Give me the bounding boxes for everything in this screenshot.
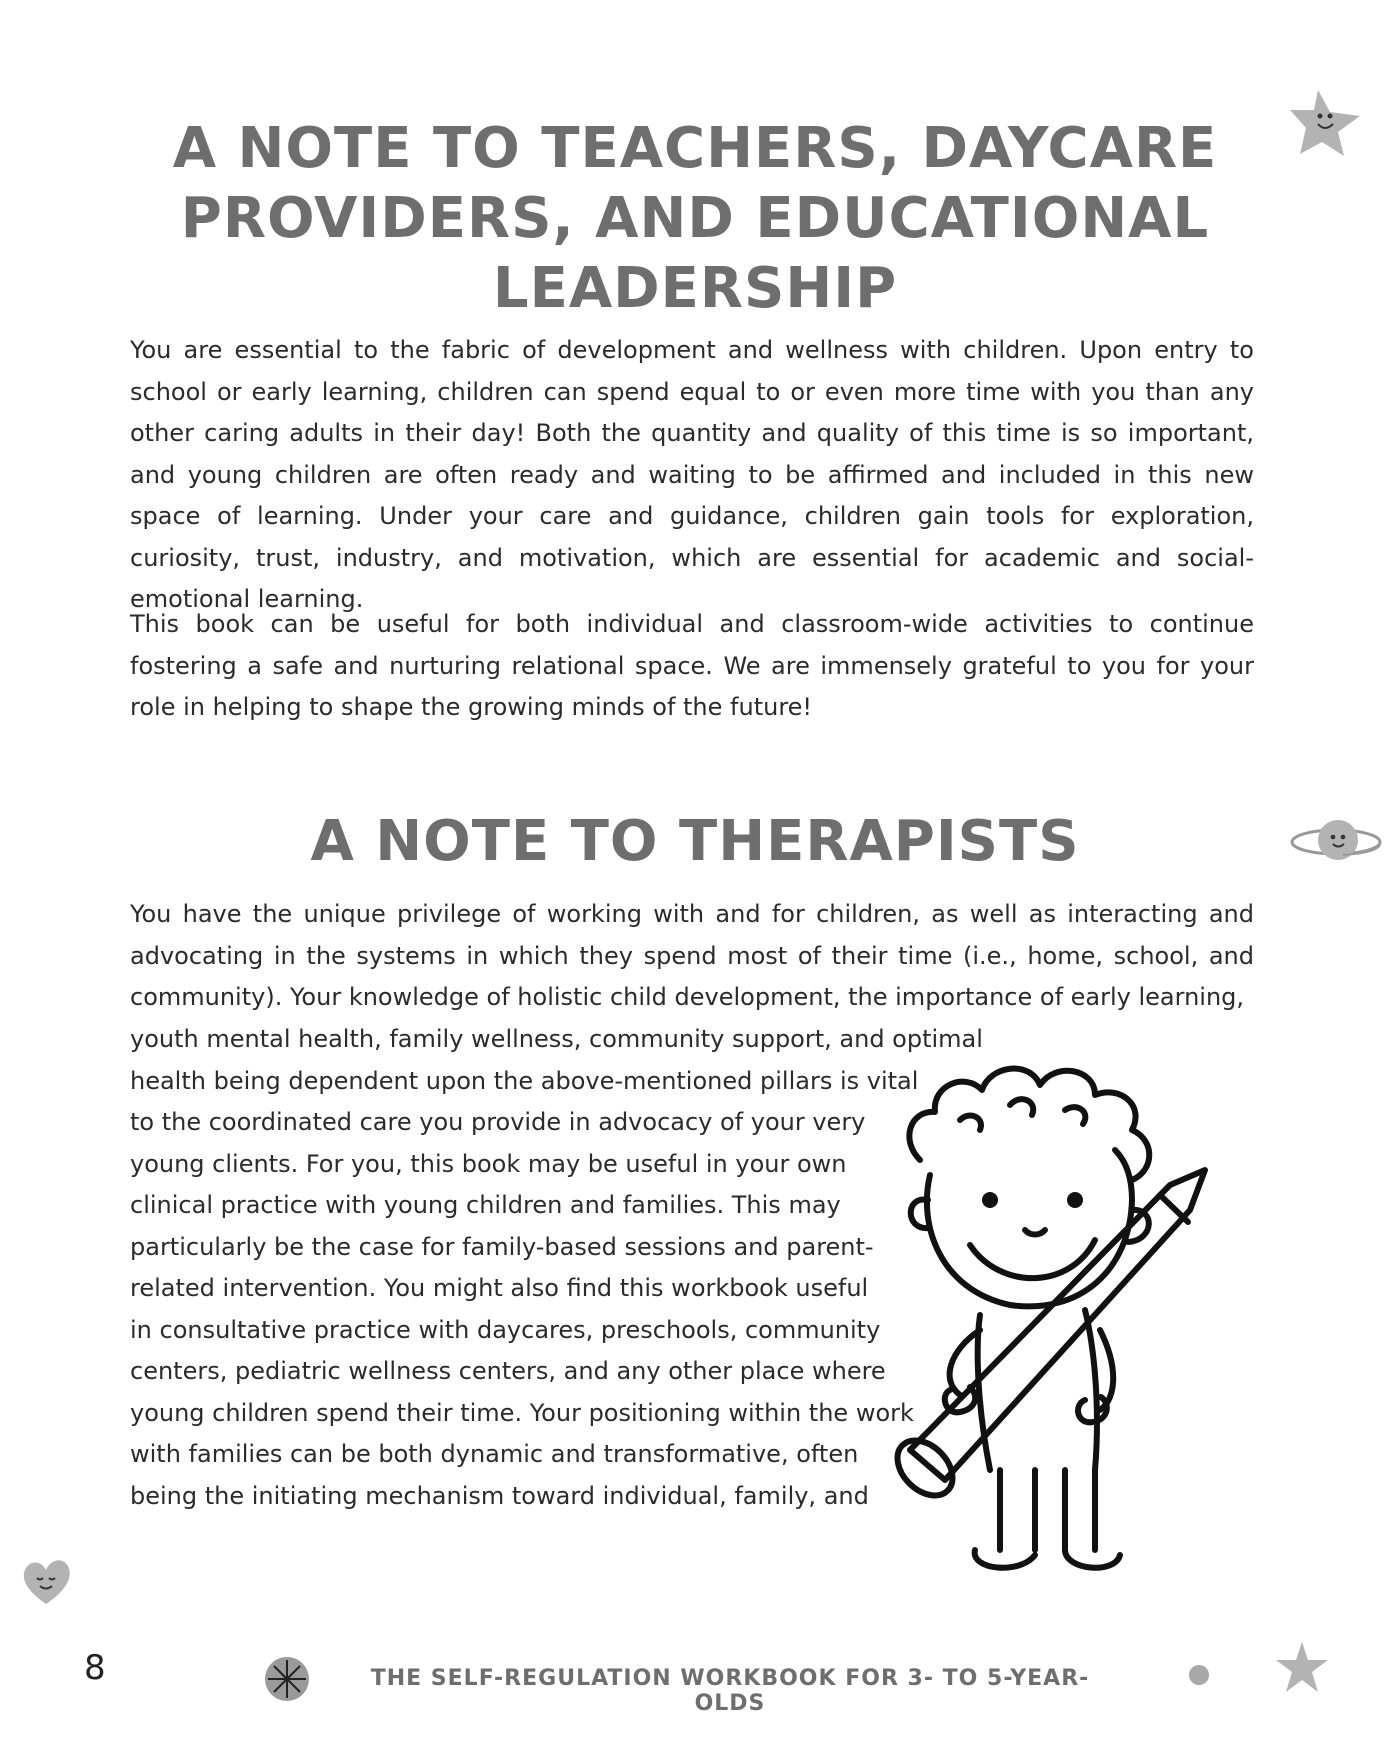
star-face-icon (1286, 82, 1366, 160)
therapists-section-heading: A NOTE TO THERAPISTS (310, 809, 1080, 874)
therapists-line: in consultative practice with daycares, preschools, community (130, 1316, 881, 1344)
therapists-line: centers, pediatric wellness centers, and any other place where (130, 1357, 886, 1385)
page-number: 8 (84, 1648, 106, 1688)
therapists-paragraph-intro: You have the unique privilege of working with and for children, as well as interacting and advocating in the systems in which they spend most of their time (i.e., home, school, and community). Your knowledge of holistic child development, the importance of early learning, (130, 900, 1254, 1011)
therapists-line: clinical practice with young children and families. This may (130, 1191, 841, 1219)
therapists-line: with families can be both dynamic and transformative, often (130, 1440, 859, 1468)
therapists-line: related intervention. You might also find this workbook useful (130, 1274, 869, 1302)
planet-icon (1290, 812, 1382, 870)
therapists-line: health being dependent upon the above-mentioned pillars is vital (130, 1067, 919, 1095)
therapists-line: being the initiating mechanism toward individual, family, and (130, 1482, 869, 1510)
dot-icon (1188, 1664, 1210, 1686)
therapists-line: young children spend their time. Your positioning within the work (130, 1399, 914, 1427)
therapists-line: particularly be the case for family-based sessions and parent- (130, 1233, 874, 1261)
sun-disc-icon (262, 1654, 312, 1704)
therapists-line: young clients. For you, this book may be useful in your own (130, 1150, 847, 1178)
therapists-line: youth mental health, family wellness, community support, and optimal (130, 1025, 983, 1053)
book-title: THE SELF-REGULATION WORKBOOK FOR 3- TO 5-YEAR-OLDS (370, 1666, 1090, 1716)
child-with-pencil-illustration (870, 1050, 1310, 1610)
heart-face-icon (18, 1554, 74, 1610)
star-icon (1272, 1638, 1332, 1696)
therapists-line: to the coordinated care you provide in advocacy of your very (130, 1108, 866, 1136)
teachers-paragraph-2: This book can be useful for both individual and classroom-wide activities to continue fostering a safe and nurturing relational space. We are immensely grateful to you for your role in helping to shape the growing minds of the future! (130, 610, 1254, 721)
teachers-section-heading: A NOTE TO TEACHERS, DAYCARE PROVIDERS, AND EDUCATIONAL LEADERSHIP (172, 116, 1218, 321)
teachers-paragraph-1: You are essential to the fabric of development and wellness with children. Upon entry to school or early learning, children can spend equal to or even more time with you than any other caring adults in their day! Both the quantity and quality of this time is so important, and young children are often ready and waiting to be affirmed and included in this new space of learning. Under your care and guidance, children gain tools for exploration, curiosity, trust, industry, and motivation, which are essential for academic and social-emotional learning. (130, 336, 1254, 613)
